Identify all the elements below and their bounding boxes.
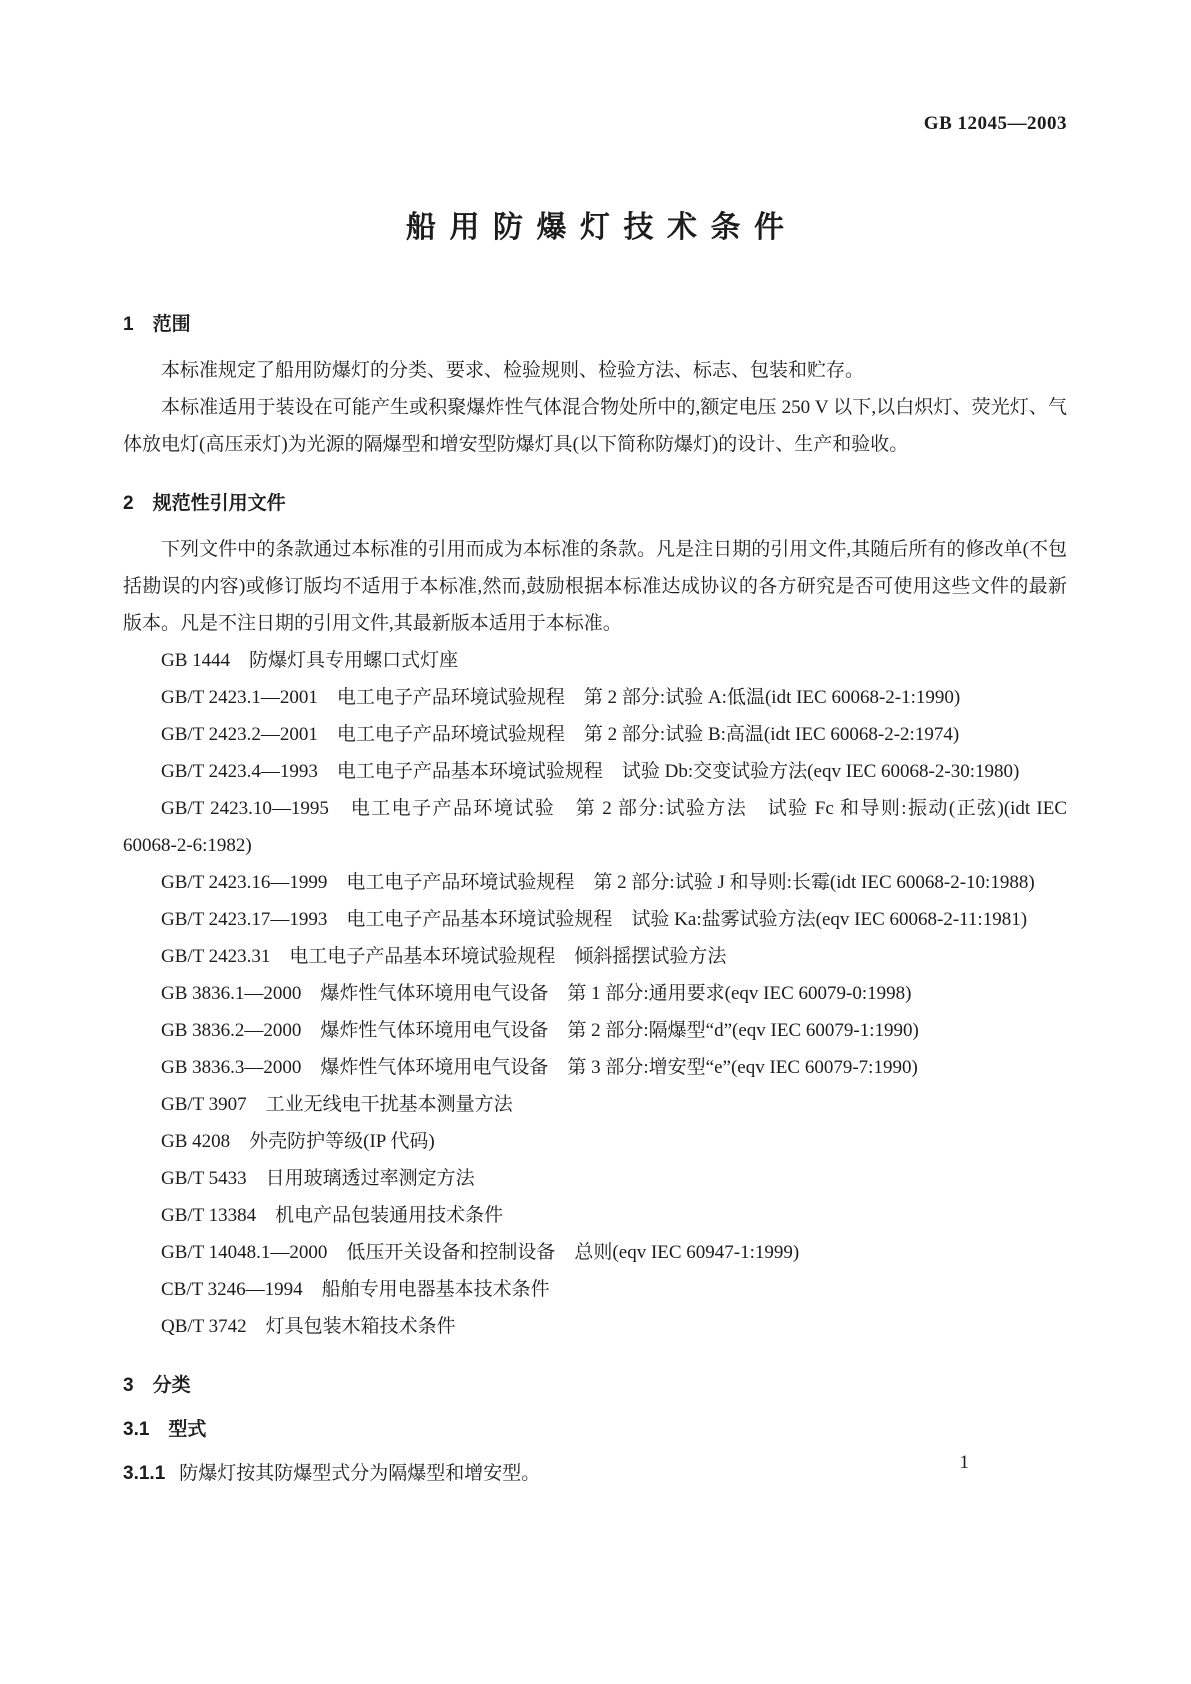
reference-item: GB 4208 外壳防护等级(IP 代码) <box>161 1131 435 1152</box>
section-3-heading: 3 分类 <box>123 1375 191 1396</box>
section-1-heading: 1 范围 <box>123 314 191 335</box>
section-1-paragraph-1: 本标准规定了船用防爆灯的分类、要求、检验规则、检验方法、标志、包装和贮存。 <box>161 360 865 381</box>
reference-item: GB 1444 防爆灯具专用螺口式灯座 <box>161 650 459 671</box>
document-title: 船用防爆灯技术条件 <box>406 211 798 244</box>
reference-item: GB/T 2423.1—2001 电工电子产品环境试验规程 第 2 部分:试验 A:低温(idt IEC 60068-2-1:1990) <box>161 687 961 708</box>
section-2-heading: 2 规范性引用文件 <box>123 493 286 514</box>
clause-number: 3.1.1 <box>123 1463 166 1484</box>
reference-item: QB/T 3742 灯具包装木箱技术条件 <box>161 1316 456 1337</box>
reference-item: GB/T 14048.1—2000 低压开关设备和控制设备 总则(eqv IEC 60947-1:1999) <box>161 1242 800 1263</box>
reference-item: GB/T 2423.16—1999 电工电子产品环境试验规程 第 2 部分:试验 J 和导则:长霉(idt IEC 60068-2-10:1988) <box>161 872 1035 893</box>
reference-item: GB/T 13384 机电产品包装通用技术条件 <box>161 1205 504 1226</box>
section-3-1-heading: 3.1 型式 <box>123 1419 207 1440</box>
reference-item: GB/T 2423.2—2001 电工电子产品环境试验规程 第 2 部分:试验 B:高温(idt IEC 60068-2-2:1974) <box>161 724 960 745</box>
reference-item: GB 3836.1—2000 爆炸性气体环境用电气设备 第 1 部分:通用要求(eqv IEC 60079-0:1998) <box>161 983 912 1004</box>
page-number: 1 <box>959 1452 969 1473</box>
reference-item: GB/T 5433 日用玻璃透过率测定方法 <box>161 1168 475 1189</box>
clause-3-1-1 <box>123 1455 1067 1492</box>
section-1-paragraph-2: 本标准适用于装设在可能产生或积聚爆炸性气体混合物处所中的,额定电压 250 V 以下,以白炽灯、荧光灯、气体放电灯(高压汞灯)为光源的隔爆型和增安型防爆灯具(以下简称防爆灯)的设计、生产和验收。 <box>123 397 1067 455</box>
clause-text: 防爆灯按其防爆型式分为隔爆型和增安型。 <box>179 1463 541 1484</box>
reference-item: CB/T 3246—1994 船舶专用电器基本技术条件 <box>161 1279 550 1300</box>
reference-item: GB/T 2423.31 电工电子产品基本环境试验规程 倾斜摇摆试验方法 <box>161 946 727 967</box>
standard-number: GB 12045—2003 <box>923 113 1067 134</box>
reference-item: GB/T 2423.17—1993 电工电子产品基本环境试验规程 试验 Ka:盐雾试验方法(eqv IEC 60068-2-11:1981) <box>161 909 1028 930</box>
section-2-intro-paragraph: 下列文件中的条款通过本标准的引用而成为本标准的条款。凡是注日期的引用文件,其随后所有的修改单(不包括勘误的内容)或修订版均不适用于本标准,然而,鼓励根据本标准达成协议的各方研究是否可使用这些文件的最新版本。凡是不注日期的引用文件,其最新版本适用于本标准。 <box>123 539 1067 634</box>
reference-item: GB 3836.2—2000 爆炸性气体环境用电气设备 第 2 部分:隔爆型“d”(eqv IEC 60079-1:1990) <box>161 1020 919 1041</box>
reference-item: GB 3836.3—2000 爆炸性气体环境用电气设备 第 3 部分:增安型“e”(eqv IEC 60079-7:1990) <box>161 1057 918 1078</box>
reference-item: GB/T 2423.4—1993 电工电子产品基本环境试验规程 试验 Db:交变试验方法(eqv IEC 60068-2-30:1980) <box>161 761 1020 782</box>
reference-item: GB/T 3907 工业无线电干扰基本测量方法 <box>161 1094 513 1115</box>
reference-item: GB/T 2423.10—1995 电工电子产品环境试验 第 2 部分:试验方法 试验 Fc 和导则:振动(正弦)(idt IEC 60068-2-6:1982) <box>123 798 1067 856</box>
